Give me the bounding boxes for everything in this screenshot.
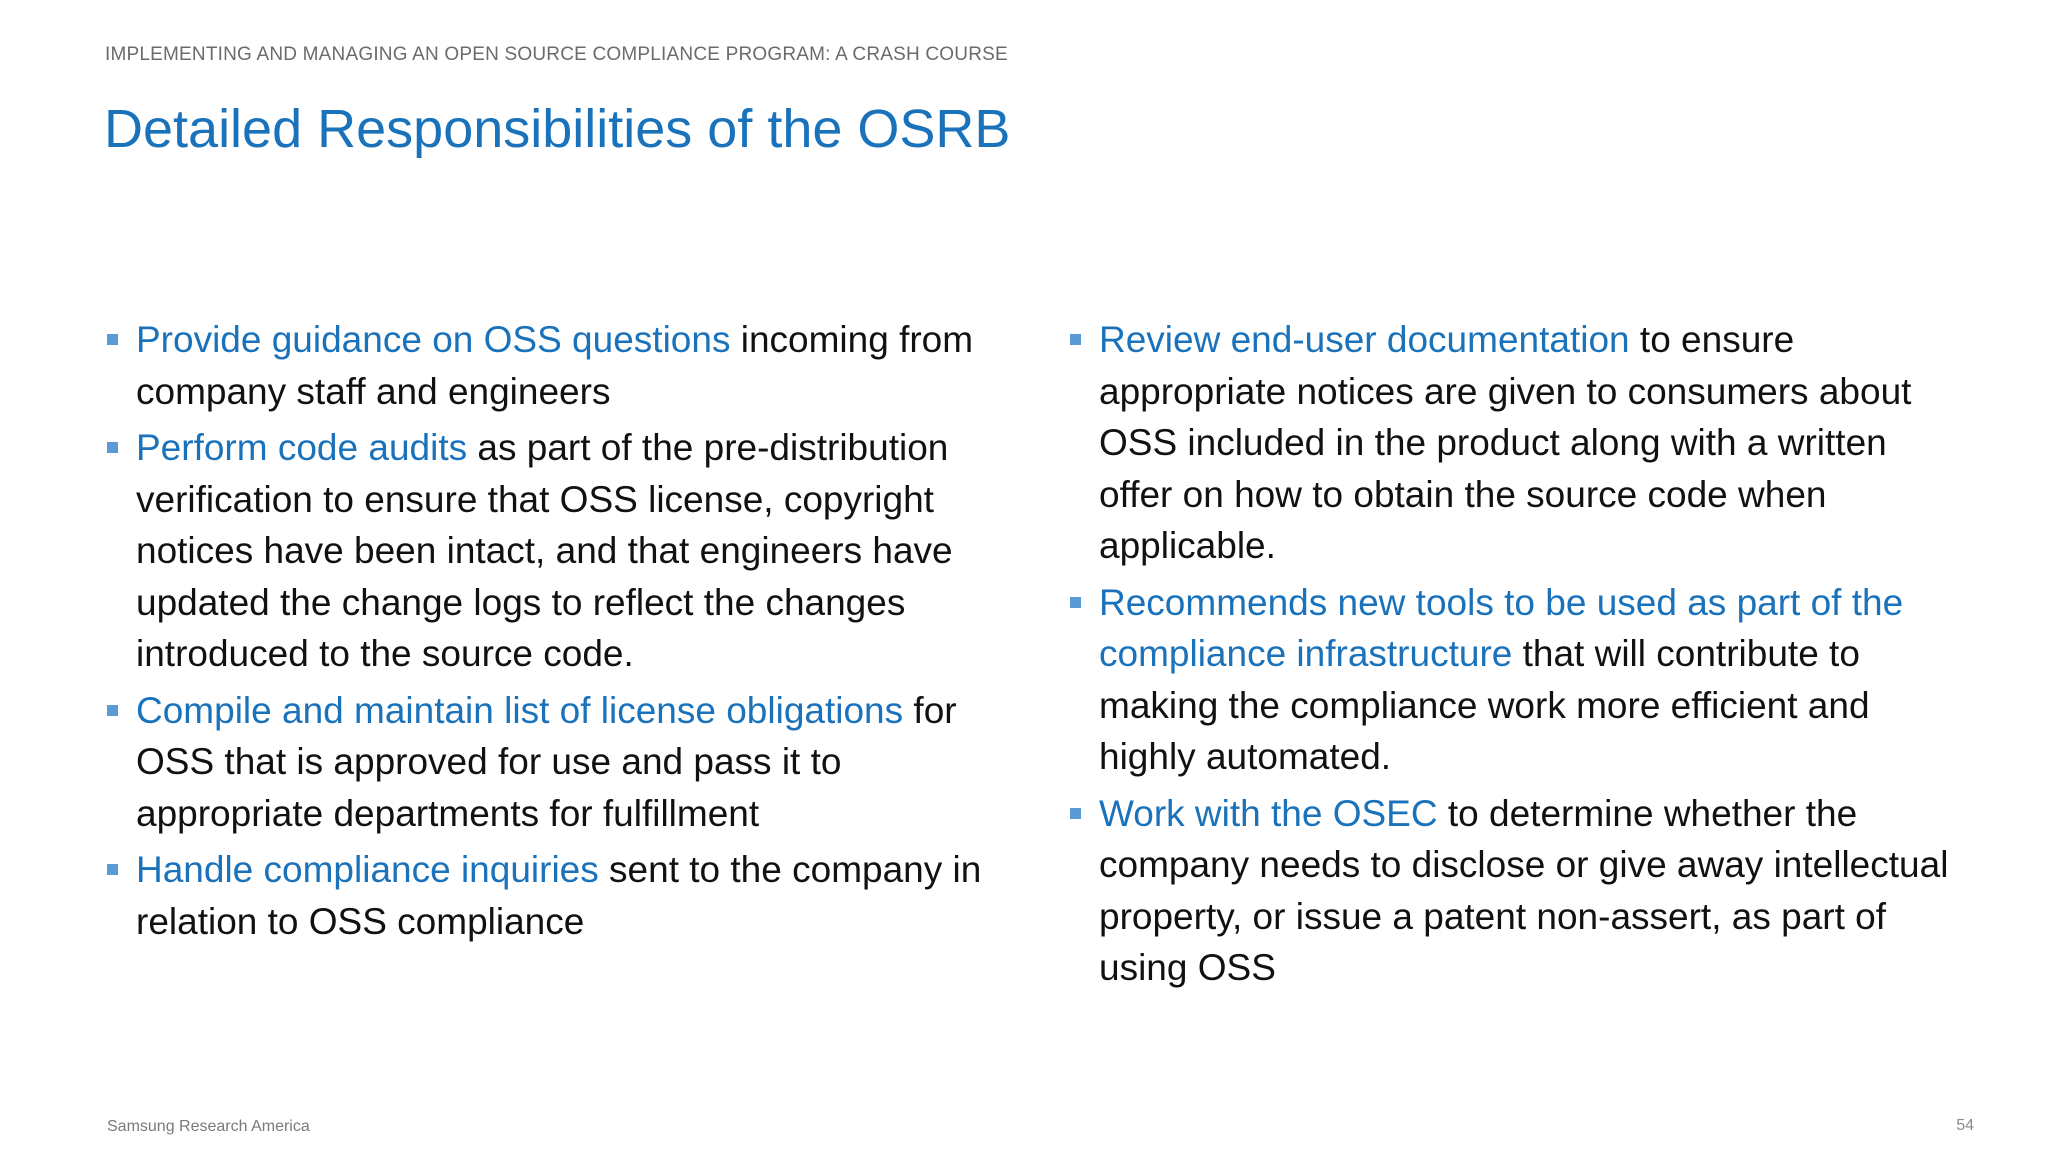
item-highlight: Recommends new tools to be used as part of the compliance infrastructure	[1099, 581, 1904, 674]
item-text: for OSS that is approved for use and pass it to appropriate departments for fulfillment	[136, 689, 957, 834]
list-item	[1068, 788, 1968, 994]
list-item	[1068, 577, 1968, 783]
square-bullet-icon	[1070, 597, 1081, 608]
right-bullet-list	[1068, 314, 1968, 994]
item-highlight: Work with the OSEC	[1099, 792, 1438, 834]
list-item	[1068, 314, 1968, 572]
item-text: to determine whether the company needs to disclose or give away intellectual property, or issue a patent non-assert, as part of using OSS	[1099, 792, 1949, 988]
list-item	[105, 844, 985, 947]
square-bullet-icon	[107, 442, 118, 453]
slide-title: Detailed Responsibilities of the OSRB	[104, 99, 1011, 159]
square-bullet-icon	[107, 864, 118, 875]
course-title-header: IMPLEMENTING AND MANAGING AN OPEN SOURCE COMPLIANCE PROGRAM: A CRASH COURSE	[105, 44, 1008, 65]
item-highlight: Compile and maintain list of license obligations	[136, 689, 904, 731]
left-bullet-list	[105, 314, 985, 947]
square-bullet-icon	[1070, 808, 1081, 819]
square-bullet-icon	[1070, 334, 1081, 345]
item-text: incoming from company staff and engineers	[136, 319, 974, 412]
list-item	[105, 685, 985, 840]
item-highlight: Perform code audits	[136, 427, 468, 468]
footer-organization: Samsung Research America	[107, 1118, 310, 1135]
item-text: that will contribute to making the compliance work more efficient and highly automated.	[1099, 633, 1870, 777]
left-column	[105, 314, 985, 952]
list-item	[105, 314, 985, 417]
item-highlight: Review end-user documentation	[1099, 319, 1630, 360]
page-number: 54	[1956, 1117, 1974, 1134]
square-bullet-icon	[107, 334, 118, 345]
list-item	[105, 422, 985, 680]
item-highlight: Provide guidance on OSS questions	[136, 319, 731, 360]
item-text: sent to the company in relation to OSS compliance	[136, 849, 982, 942]
item-text: as part of the pre-distribution verification to ensure that OSS license, copyright notices have been intact, and that engineers have updated the change logs to reflect the changes introduced to the source code.	[136, 427, 953, 674]
right-column	[1068, 314, 1968, 999]
item-highlight: Handle compliance inquiries	[136, 849, 599, 890]
item-text: to ensure appropriate notices are given to consumers about OSS included in the product along with a written offer on how to obtain the source code when applicable.	[1099, 319, 1912, 566]
square-bullet-icon	[107, 705, 118, 716]
